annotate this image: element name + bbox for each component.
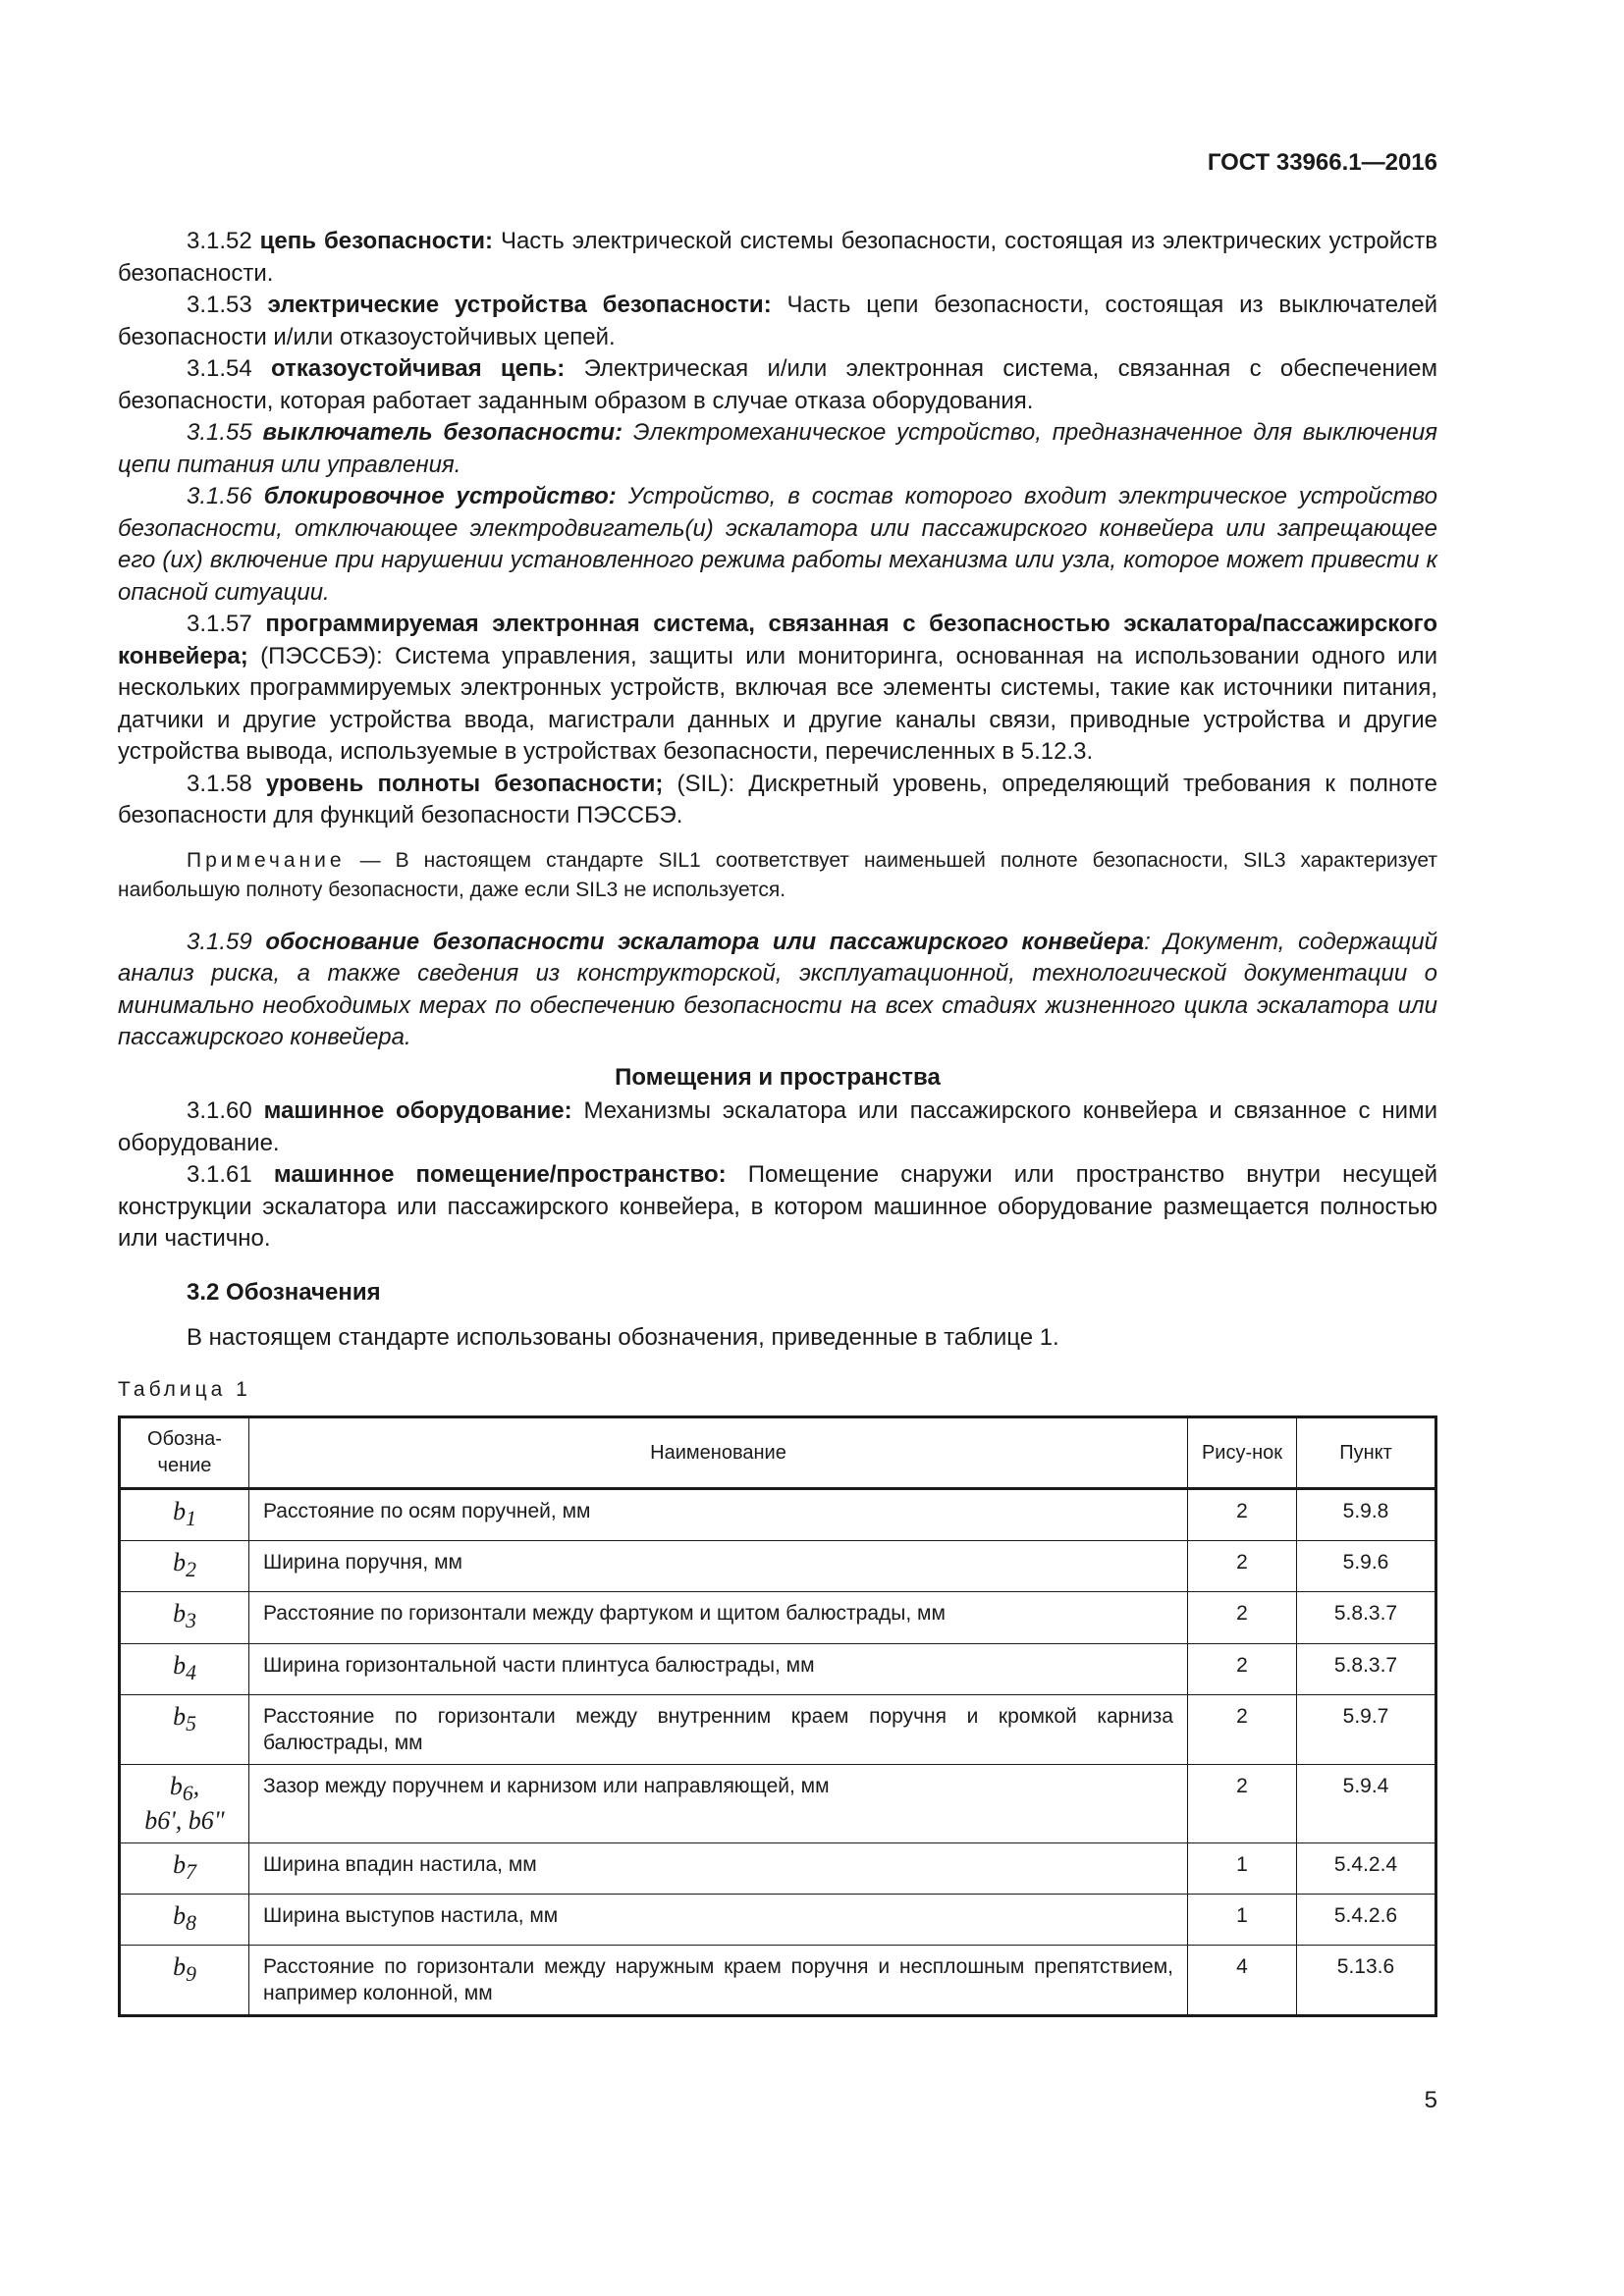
symbol-cell xyxy=(120,1895,249,1946)
clause-cell: 5.8.3.7 xyxy=(1297,1643,1436,1694)
definition-term: цепь безопасности: xyxy=(259,228,494,254)
figure-cell: 2 xyxy=(1188,1694,1297,1764)
definition-text: Электромеханическое устройство, предназначенное для выключения цепи питания или управления. xyxy=(118,419,1437,478)
symbol-subscript: 3 xyxy=(186,1609,196,1633)
page-content xyxy=(118,226,1437,2017)
symbol-subscript: 8 xyxy=(186,1911,196,1936)
table-row xyxy=(120,1541,1436,1592)
definition-term: обоснование безопасности эскалатора или пассажирского конвейера xyxy=(265,928,1145,955)
symbol-cell xyxy=(120,1643,249,1694)
definition-text: Помещение снаружи или пространство внутри несущей конструкции эскалатора или пассажирского конвейера, в котором машинное оборудование размещается полностью или частично. xyxy=(118,1161,1438,1252)
definition-term: уровень полноты безопасности; xyxy=(265,770,664,797)
figure-cell: 2 xyxy=(1188,1489,1297,1541)
figure-cell: 2 xyxy=(1188,1643,1297,1694)
definition-3-1-56 xyxy=(118,481,1437,609)
note xyxy=(118,846,1437,905)
symbol-cell xyxy=(120,1842,249,1894)
definitions-list xyxy=(118,226,1437,832)
table-row xyxy=(120,1694,1436,1764)
clause-cell: 5.9.4 xyxy=(1297,1764,1436,1842)
figure-cell: 1 xyxy=(1188,1895,1297,1946)
definition-3-1-57 xyxy=(118,609,1437,769)
definition-number: 3.1.61 xyxy=(187,1161,252,1188)
table-row xyxy=(120,1489,1436,1541)
table-header-row xyxy=(120,1417,1436,1489)
symbol-letter: b xyxy=(173,1952,187,1982)
symbol-letter: b xyxy=(173,1599,187,1629)
symbol-letter: b xyxy=(173,1650,187,1680)
symbol-letter: b xyxy=(173,1548,187,1577)
symbol-subscript: 7 xyxy=(186,1860,196,1885)
name-cell: Зазор между поручнем и карнизом или направляющей, мм xyxy=(249,1764,1188,1842)
name-cell: Ширина выступов настила, мм xyxy=(249,1895,1188,1946)
symbol-subscript: 6 xyxy=(182,1781,193,1805)
symbol-letter: b xyxy=(173,1901,187,1931)
definition-term: электрические устройства безопасности: xyxy=(267,292,772,318)
definition-text: Часть электрической системы безопасности, состоящая из электрических устройств безопасности. xyxy=(118,228,1438,287)
definition-text: Электрическая и/или электронная система, связанная с обеспечением безопасности, которая работает заданным образом в случае отказа оборудования. xyxy=(118,355,1437,414)
definition-3-1-60 xyxy=(118,1095,1437,1159)
figure-cell: 2 xyxy=(1188,1592,1297,1643)
definition-text: Механизмы эскалатора или пассажирского конвейера и связанное с ними оборудование. xyxy=(118,1097,1437,1156)
note-label: Примечание xyxy=(187,848,346,872)
symbol-cell xyxy=(120,1541,249,1592)
symbol-letter: b xyxy=(173,1701,187,1731)
clause-cell: 5.4.2.6 xyxy=(1297,1895,1436,1946)
definition-text: Устройство, в состав которого входит электрическое устройство безопасности, отключающее электродвигатель(и) эскалатора или пассажирского конвейера или запрещающее его (их) включение при нарушении установленного режима работы механизма или узла, которое может привести к опасной ситуации. xyxy=(118,483,1437,606)
symbol-subscript: 1 xyxy=(186,1507,196,1531)
symbol-cell xyxy=(120,1489,249,1541)
definition-3-1-61 xyxy=(118,1159,1437,1255)
clause-cell: 5.4.2.4 xyxy=(1297,1842,1436,1894)
definition-3-1-58 xyxy=(118,769,1437,832)
symbol-cell: $b_6$, b6', b6" xyxy=(120,1764,249,1842)
symbol-subscript: 4 xyxy=(186,1660,196,1684)
table-body xyxy=(120,1489,1436,2016)
definition-term: блокировочное устройство: xyxy=(263,483,617,509)
symbol-letter: b xyxy=(169,1771,183,1800)
symbol-letter: b xyxy=(173,1497,187,1525)
section-3-2-intro: В настоящем стандарте использованы обозначения, приведенные в таблице 1. xyxy=(187,1324,1059,1351)
definitions-list-premises xyxy=(118,1095,1437,1255)
table-row xyxy=(120,1592,1436,1643)
clause-cell: 5.8.3.7 xyxy=(1297,1592,1436,1643)
definition-number: 3.1.53 xyxy=(187,292,252,318)
definition-number: 3.1.60 xyxy=(187,1097,252,1124)
definition-number: 3.1.58 xyxy=(187,770,252,797)
header-symbol: Обозна-чение xyxy=(120,1417,249,1489)
definition-number: 3.1.54 xyxy=(187,355,252,382)
name-cell: Ширина горизонтальной части плинтуса балюстрады, мм xyxy=(249,1643,1188,1694)
definition-text: (ПЭССБЭ): Система управления, защиты или мониторинга, основанная на использовании одного или нескольких программируемых электронных устройств, включая все элементы системы, такие как источники питания, датчики и другие устройства ввода, магистрали данных и другие каналы связи, приводные устройства и другие устройства вывода, используемые в устройствах безопасности, перечисленных в 5.12.3. xyxy=(118,642,1437,765)
definition-term: отказоустойчивая цепь: xyxy=(271,355,566,382)
definition-term: машинное оборудование: xyxy=(263,1097,572,1124)
section-heading-premises: Помещения и пространства xyxy=(615,1063,941,1091)
symbol-subscript: 9 xyxy=(186,1962,196,1987)
name-cell: Ширина впадин настила, мм xyxy=(249,1842,1188,1894)
figure-cell: 2 xyxy=(1188,1764,1297,1842)
figure-cell: 1 xyxy=(1188,1842,1297,1894)
definition-text: Часть цепи безопасности, состоящая из выключателей безопасности и/или отказоустойчивых цепей. xyxy=(118,292,1438,350)
table-row xyxy=(120,1643,1436,1694)
page-number: 5 xyxy=(1424,2087,1437,2113)
name-cell: Расстояние по горизонтали между наружным краем поручня и несплошным препятствием, например колонной, мм xyxy=(249,1946,1188,2016)
figure-cell: 4 xyxy=(1188,1946,1297,2016)
definition-3-1-52 xyxy=(118,226,1437,290)
name-cell: Расстояние по осям поручней, мм xyxy=(249,1489,1188,1541)
table-row xyxy=(120,1842,1436,1894)
header-clause: Пункт xyxy=(1297,1417,1436,1489)
symbol-subscript: 5 xyxy=(186,1711,196,1735)
definition-3-1-54 xyxy=(118,353,1437,417)
definition-number: 3.1.57 xyxy=(187,611,252,637)
table-row xyxy=(120,1764,1436,1842)
definition-number: 3.1.55 xyxy=(187,419,252,446)
designations-table xyxy=(118,1415,1437,2017)
name-cell: Расстояние по горизонтали между фартуком и щитом балюстрады, мм xyxy=(249,1592,1188,1643)
clause-cell: 5.9.8 xyxy=(1297,1489,1436,1541)
definition-term: программируемая электронная система, связанная с безопасностью эскалатора/пассажирского конвейера; xyxy=(118,611,1437,669)
table-row xyxy=(120,1946,1436,2016)
definition-number: 3.1.59 xyxy=(187,928,252,955)
symbol-cell xyxy=(120,1946,249,2016)
symbol-variants: b6', b6" xyxy=(144,1805,225,1835)
header-name: Наименование xyxy=(249,1417,1188,1489)
definition-3-1-55 xyxy=(118,417,1437,481)
definition-3-1-59 xyxy=(118,927,1437,1054)
symbol-subscript: 2 xyxy=(186,1558,196,1582)
symbol-cell xyxy=(120,1694,249,1764)
clause-cell: 5.9.6 xyxy=(1297,1541,1436,1592)
definition-3-1-53 xyxy=(118,290,1437,353)
definition-term: машинное помещение/пространство: xyxy=(273,1161,727,1188)
name-cell: Расстояние по горизонтали между внутренним краем поручня и кромкой карниза балюстрады, мм xyxy=(249,1694,1188,1764)
symbol-letter: b xyxy=(173,1849,187,1879)
clause-cell: 5.13.6 xyxy=(1297,1946,1436,2016)
symbol-cell xyxy=(120,1592,249,1643)
table-title: Таблица 1 xyxy=(118,1377,251,1401)
header-figure: Рису-нок xyxy=(1188,1417,1297,1489)
definition-term: выключатель безопасности: xyxy=(262,419,623,446)
definition-text: (SIL): Дискретный уровень, определяющий требования к полноте безопасности для функций безопасности ПЭССБЭ. xyxy=(118,770,1437,828)
section-3-2-title: 3.2 Обозначения xyxy=(187,1278,381,1306)
definition-number: 3.1.56 xyxy=(187,483,252,509)
definition-number: 3.1.52 xyxy=(187,228,252,254)
clause-cell: 5.9.7 xyxy=(1297,1694,1436,1764)
name-cell: Ширина поручня, мм xyxy=(249,1541,1188,1592)
table-row xyxy=(120,1895,1436,1946)
figure-cell: 2 xyxy=(1188,1541,1297,1592)
note-text: — В настоящем стандарте SIL1 соответствует наименьшей полноте безопасности, SIL3 характеризует наибольшую полноту безопасности, даже если SIL3 не используется. xyxy=(118,848,1437,901)
document-header: ГОСТ 33966.1—2016 xyxy=(1207,149,1437,176)
definition-text: : Документ, содержащий анализ риска, а также сведения из конструкторской, эксплуатационной, технологической документации о минимально необходимых мерах по обеспечению безопасности на всех стадиях жизненного цикла эскалатора или пассажирского конвейера. xyxy=(118,928,1437,1050)
